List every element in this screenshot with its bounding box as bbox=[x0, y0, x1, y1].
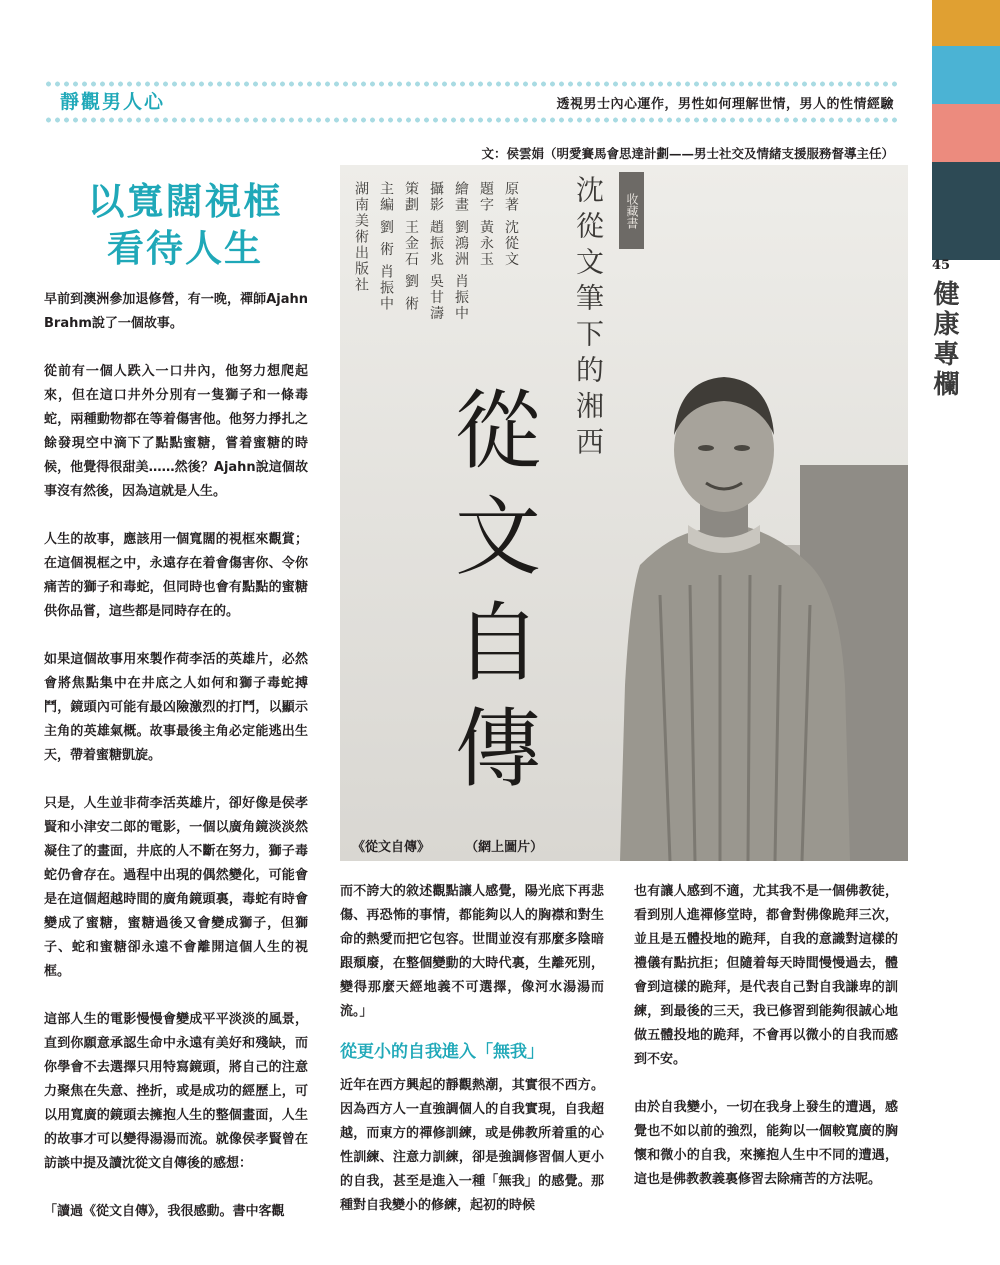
article-headline bbox=[40, 178, 330, 272]
section-title: 靜觀男人心 bbox=[60, 91, 166, 113]
edge-tab-orange bbox=[932, 0, 1000, 46]
edge-tab-blue bbox=[932, 46, 1000, 104]
paragraph: 人生的故事，應該用一個寬闊的視框來觀賞；在這個視框之中，永遠存在着會傷害你、令你痛苦的獅子和毒蛇，但同時也會有點點的蜜糖供你品嘗，這些都是同時存在的。 bbox=[44, 532, 308, 619]
photo-caption bbox=[352, 836, 543, 855]
paragraph: 早前到澳洲參加退修營，有一晚，禪師Ajahn Brahm說了一個故事。 bbox=[44, 292, 308, 331]
header-dots-top bbox=[44, 80, 900, 88]
paragraph: 近年在西方興起的靜觀熱潮，其實很不西方。因為西方人一直強調個人的自我實現，自我超越，而東方的禪修訓練，或是佛教所着重的心性訓練、注意力訓練，卻是強調修習個人更小的自我，甚至是進入一種「無我」的感覺。那種對自我變小的修練，起初的時候 bbox=[340, 1078, 604, 1213]
credit-line: 主編 劉 術 肖振中 bbox=[378, 181, 394, 313]
paragraph: 如果這個故事用來製作荷李活的英雄片，必然會將焦點集中在井底之人如何和獅子毒蛇搏鬥，鏡頭內可能有最凶險激烈的打鬥，以顯示主角的英雄氣概。故事最後主角必定能逃出生天，帶着蜜糖凱旋。 bbox=[44, 652, 308, 763]
credit-line: 題字 黃永玉 bbox=[478, 181, 494, 268]
cover-series-title: 沈從文筆下的湘西 bbox=[572, 175, 605, 463]
article-column-3 bbox=[634, 880, 898, 1216]
article-column-1 bbox=[44, 288, 308, 1248]
edge-tab-dark bbox=[932, 162, 1000, 260]
credit-line: 原著 沈從文 bbox=[503, 181, 519, 268]
header-dots-bottom bbox=[44, 116, 900, 124]
credit-line: 攝影 趙振兆 吳甘濤 bbox=[428, 181, 444, 322]
subheading: 從更小的自我進入「無我」 bbox=[340, 1042, 544, 1062]
paragraph: 也有讓人感到不適，尤其我不是一個佛教徒，看到別人進禪修堂時，都會對佛像跪拜三次，並且是五體投地的跪拜，自我的意識對這樣的禮儀有點抗拒；但隨着每天時間慢慢過去，體會到這樣的跪拜，是代表自己對自我謙卑的訓練，到最後的三天，我已修習到能夠很誠心地做五體投地的跪拜，不會再以微小的自我而感到不安。 bbox=[634, 884, 898, 1067]
caption-credit: （網上圖片） bbox=[465, 840, 544, 855]
article-column-2 bbox=[340, 880, 604, 1242]
book-cover-photo bbox=[340, 165, 908, 861]
paragraph: 這部人生的電影慢慢會變成平平淡淡的風景，直到你願意承認生命中永遠有美好和殘缺，而你學會不去選擇只用特寫鏡頭，將自己的注意力聚焦在失意、挫折，或是成功的經歷上，可以用寬廣的鏡頭去擁抱人生的整個畫面，人生的故事才可以變得湯湯而流。就像侯孝賢曾在訪談中提及讀沈從文自傳後的感想： bbox=[44, 1012, 308, 1171]
paragraph: 由於自我變小，一切在我身上發生的遭遇，感覺也不如以前的強烈，能夠以一個較寬廣的胸懷和微小的自我，來擁抱人生中不同的遭遇，這也是佛教教義裏修習去除痛苦的方法呢。 bbox=[634, 1100, 898, 1187]
header-tagline: 透視男士內心運作，男性如何理解世情，男人的性情經驗 bbox=[556, 97, 894, 112]
paragraph: 而不誇大的敘述觀點讓人感覺，陽光底下再悲傷、再恐怖的事情，都能夠以人的胸襟和對生命的熱愛而把它包容。世間並沒有那麼多陰暗跟頹廢，在整個變動的大時代裏，生離死別，變得那麼天經地義不可選擇，像河水湯湯而流。」 bbox=[340, 884, 604, 1019]
cover-credits bbox=[348, 181, 523, 351]
byline: 文：侯雲娟（明愛賽馬會思達計劃——男士社交及情緒支援服務督導主任） bbox=[481, 146, 894, 161]
series-badge: 收藏書 bbox=[619, 172, 644, 249]
paragraph: 只是，人生並非荷李活英雄片，卻好像是侯孝賢和小津安二郎的電影，一個以廣角鏡淡淡然凝住了的畫面，井底的人不斷在努力，獅子毒蛇仍會存在。過程中出現的偶然變化，可能會是在這個超越時間的廣角鏡頭裏，毒蛇有時會變成了蜜糖，蜜糖過後又會變成獅子，但獅子、蛇和蜜糖卻永遠不會離開這個人生的視框。 bbox=[44, 796, 308, 979]
credit-line: 繪畫 劉鴻洲 肖振中 bbox=[453, 181, 469, 322]
section-side-label: 健康專欄 bbox=[929, 280, 959, 400]
cover-big-title: 從文自傳 bbox=[440, 385, 540, 809]
paragraph: 從前有一個人跌入一口井內，他努力想爬起來，但在這口井外分別有一隻獅子和一條毒蛇，兩種動物都在等着傷害他。他努力掙扎之餘發現空中滴下了點點蜜糖，嘗着蜜糖的時候，他覺得很甜美……然後？Ajahn說這個故事沒有然後，因為這就是人生。 bbox=[44, 364, 308, 499]
edge-tab-salmon bbox=[932, 104, 1000, 162]
headline-line-2: 看待人生 bbox=[107, 226, 263, 270]
credit-line: 湖南美術出版社 bbox=[353, 181, 369, 293]
page-number: 45 bbox=[932, 258, 951, 273]
caption-title: 《從文自傳》 bbox=[352, 840, 431, 855]
credit-line: 策劃 王金石 劉 術 bbox=[403, 181, 419, 313]
paragraph: 「讀過《從文自傳》，我很感動。書中客觀 bbox=[44, 1204, 285, 1219]
headline-line-1: 以寬闊視框 bbox=[87, 179, 283, 223]
